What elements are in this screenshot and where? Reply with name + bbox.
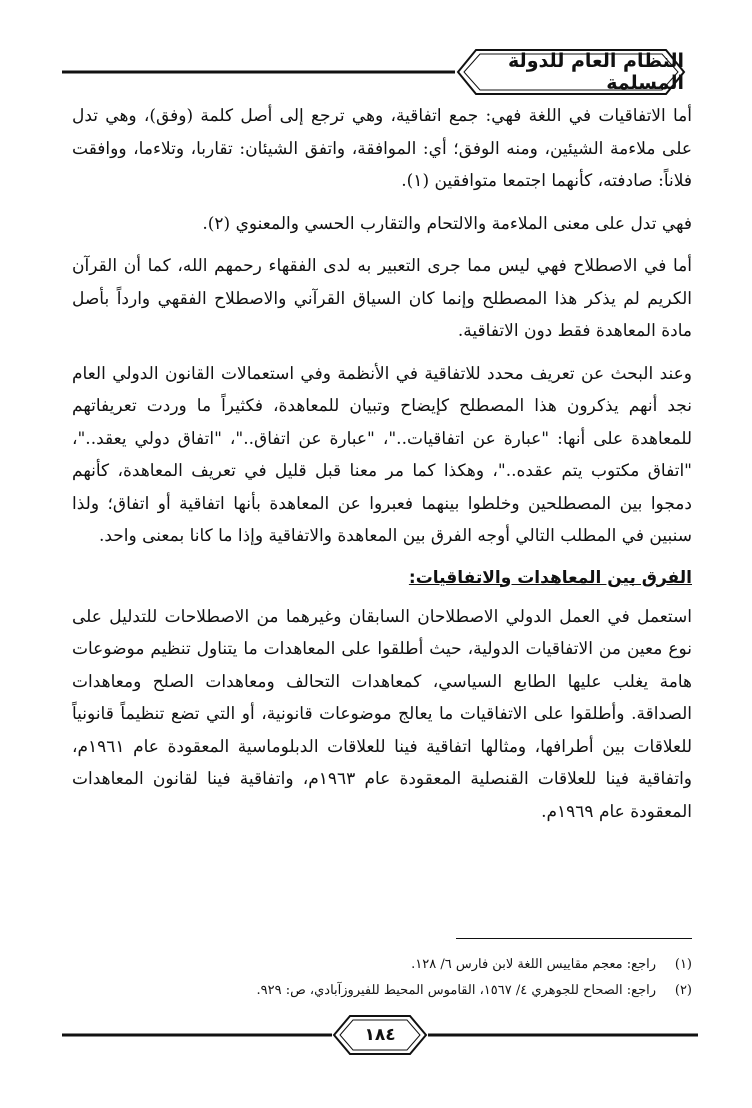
paragraph: استعمل في العمل الدولي الاصطلاحان السابقان وغيرهما من الاصطلاحات للتدليل على نوع معين من الاتفاقيات الدولية، حيث أطلقوا على المعاهدات ما يتناول تنظيم موضوعات هامة يغلب عليها الطابع السياسي، كمعاهدات التحالف ومعاهدات الصلح ومعاهدات الصداقة. وأطلقوا على الاتفاقيات ما يعالج موضوعات قانونية، أو التي تضع تنظيماً قانونياً للعلاقات بين أطرافها، ومثالها اتفاقية فينا للعلاقات الدبلوماسية المعقودة عام ١٩٦١م، واتفاقية فينا للعلاقات القنصلية المعقودة عام ١٩٦٣م، واتفاقية فينا لقانون المعاهدات المعقودة عام ١٩٦٩م. xyxy=(72,606,692,822)
footnote-number: (١) xyxy=(674,957,692,972)
running-header-title: النظام العام للدولة المسلمة xyxy=(508,50,684,94)
main-content xyxy=(72,100,692,838)
paragraph: أما الاتفاقيات في اللغة فهي: جمع اتفاقية، وهي ترجع إلى أصل كلمة (وفق)، وهي تدل على ملاءمة الشيئين، ومنه الوفق؛ أي: الموافقة، واتفق الشيئان: تقاربا، وتلاءما، ووافقت فلاناً: صادفته، كأنهما اجتمعا متوافقين (١). xyxy=(72,106,692,191)
page-header xyxy=(60,42,700,102)
page-footer xyxy=(60,1010,700,1060)
footnote-separator xyxy=(456,938,692,939)
footnote-item xyxy=(72,952,692,978)
paragraph: فهي تدل على معنى الملاءمة والالتحام والتقارب الحسي والمعنوي (٢). xyxy=(202,213,692,234)
section-heading-text: الفرق بين المعاهدات والاتفاقيات: xyxy=(408,567,692,588)
footnote-text: راجع: الصحاح للجوهري ٤/ ١٥٦٧، القاموس المحيط للفيروزآبادي، ص: ٩٢٩. xyxy=(256,983,656,998)
section-heading xyxy=(72,563,692,593)
footnote-item xyxy=(72,978,692,1004)
page-number: ١٨٤ xyxy=(364,1025,396,1045)
footnotes xyxy=(72,952,692,1004)
footnote-text: راجع: معجم مقاييس اللغة لابن فارس ٦/ ١٢٨. xyxy=(411,957,656,972)
paragraph: وعند البحث عن تعريف محدد للاتفاقية في الأنظمة وفي استعمالات القانون الدولي العام نجد أنهم يذكرون هذا المصطلح كإيضاح وتبيان للمعاهدة، فكثيراً ما وردت تعريفاتهم للمعاهدة على أنها: "عبارة عن اتفاقيات.."، "عبارة عن اتفاق.."، "اتفاق دولي يعقد.."، "اتفاق مكتوب يتم عقده.."، وهكذا كما مر معنا قبل قليل في تعريف المعاهدة، كأنهم دمجوا بين المصطلحين وخلطوا بينهما فعبروا عن المعاهدة بأنها اتفاقية أو اتفاق؛ ولذا سنبين في المطلب التالي أوجه الفرق بين المعاهدة والاتفاقية وإذا ما كانا بمعنى واحد. xyxy=(72,363,692,546)
paragraph: أما في الاصطلاح فهي ليس مما جرى التعبير به لدى الفقهاء رحمهم الله، كما أن القرآن الكريم لم يذكر هذا المصطلح وإنما كان السياق القرآني والاصطلاح الفقهي وارداً بأصل مادة المعاهدة فقط دون الاتفاقية. xyxy=(72,256,692,341)
footnote-number: (٢) xyxy=(674,983,692,998)
